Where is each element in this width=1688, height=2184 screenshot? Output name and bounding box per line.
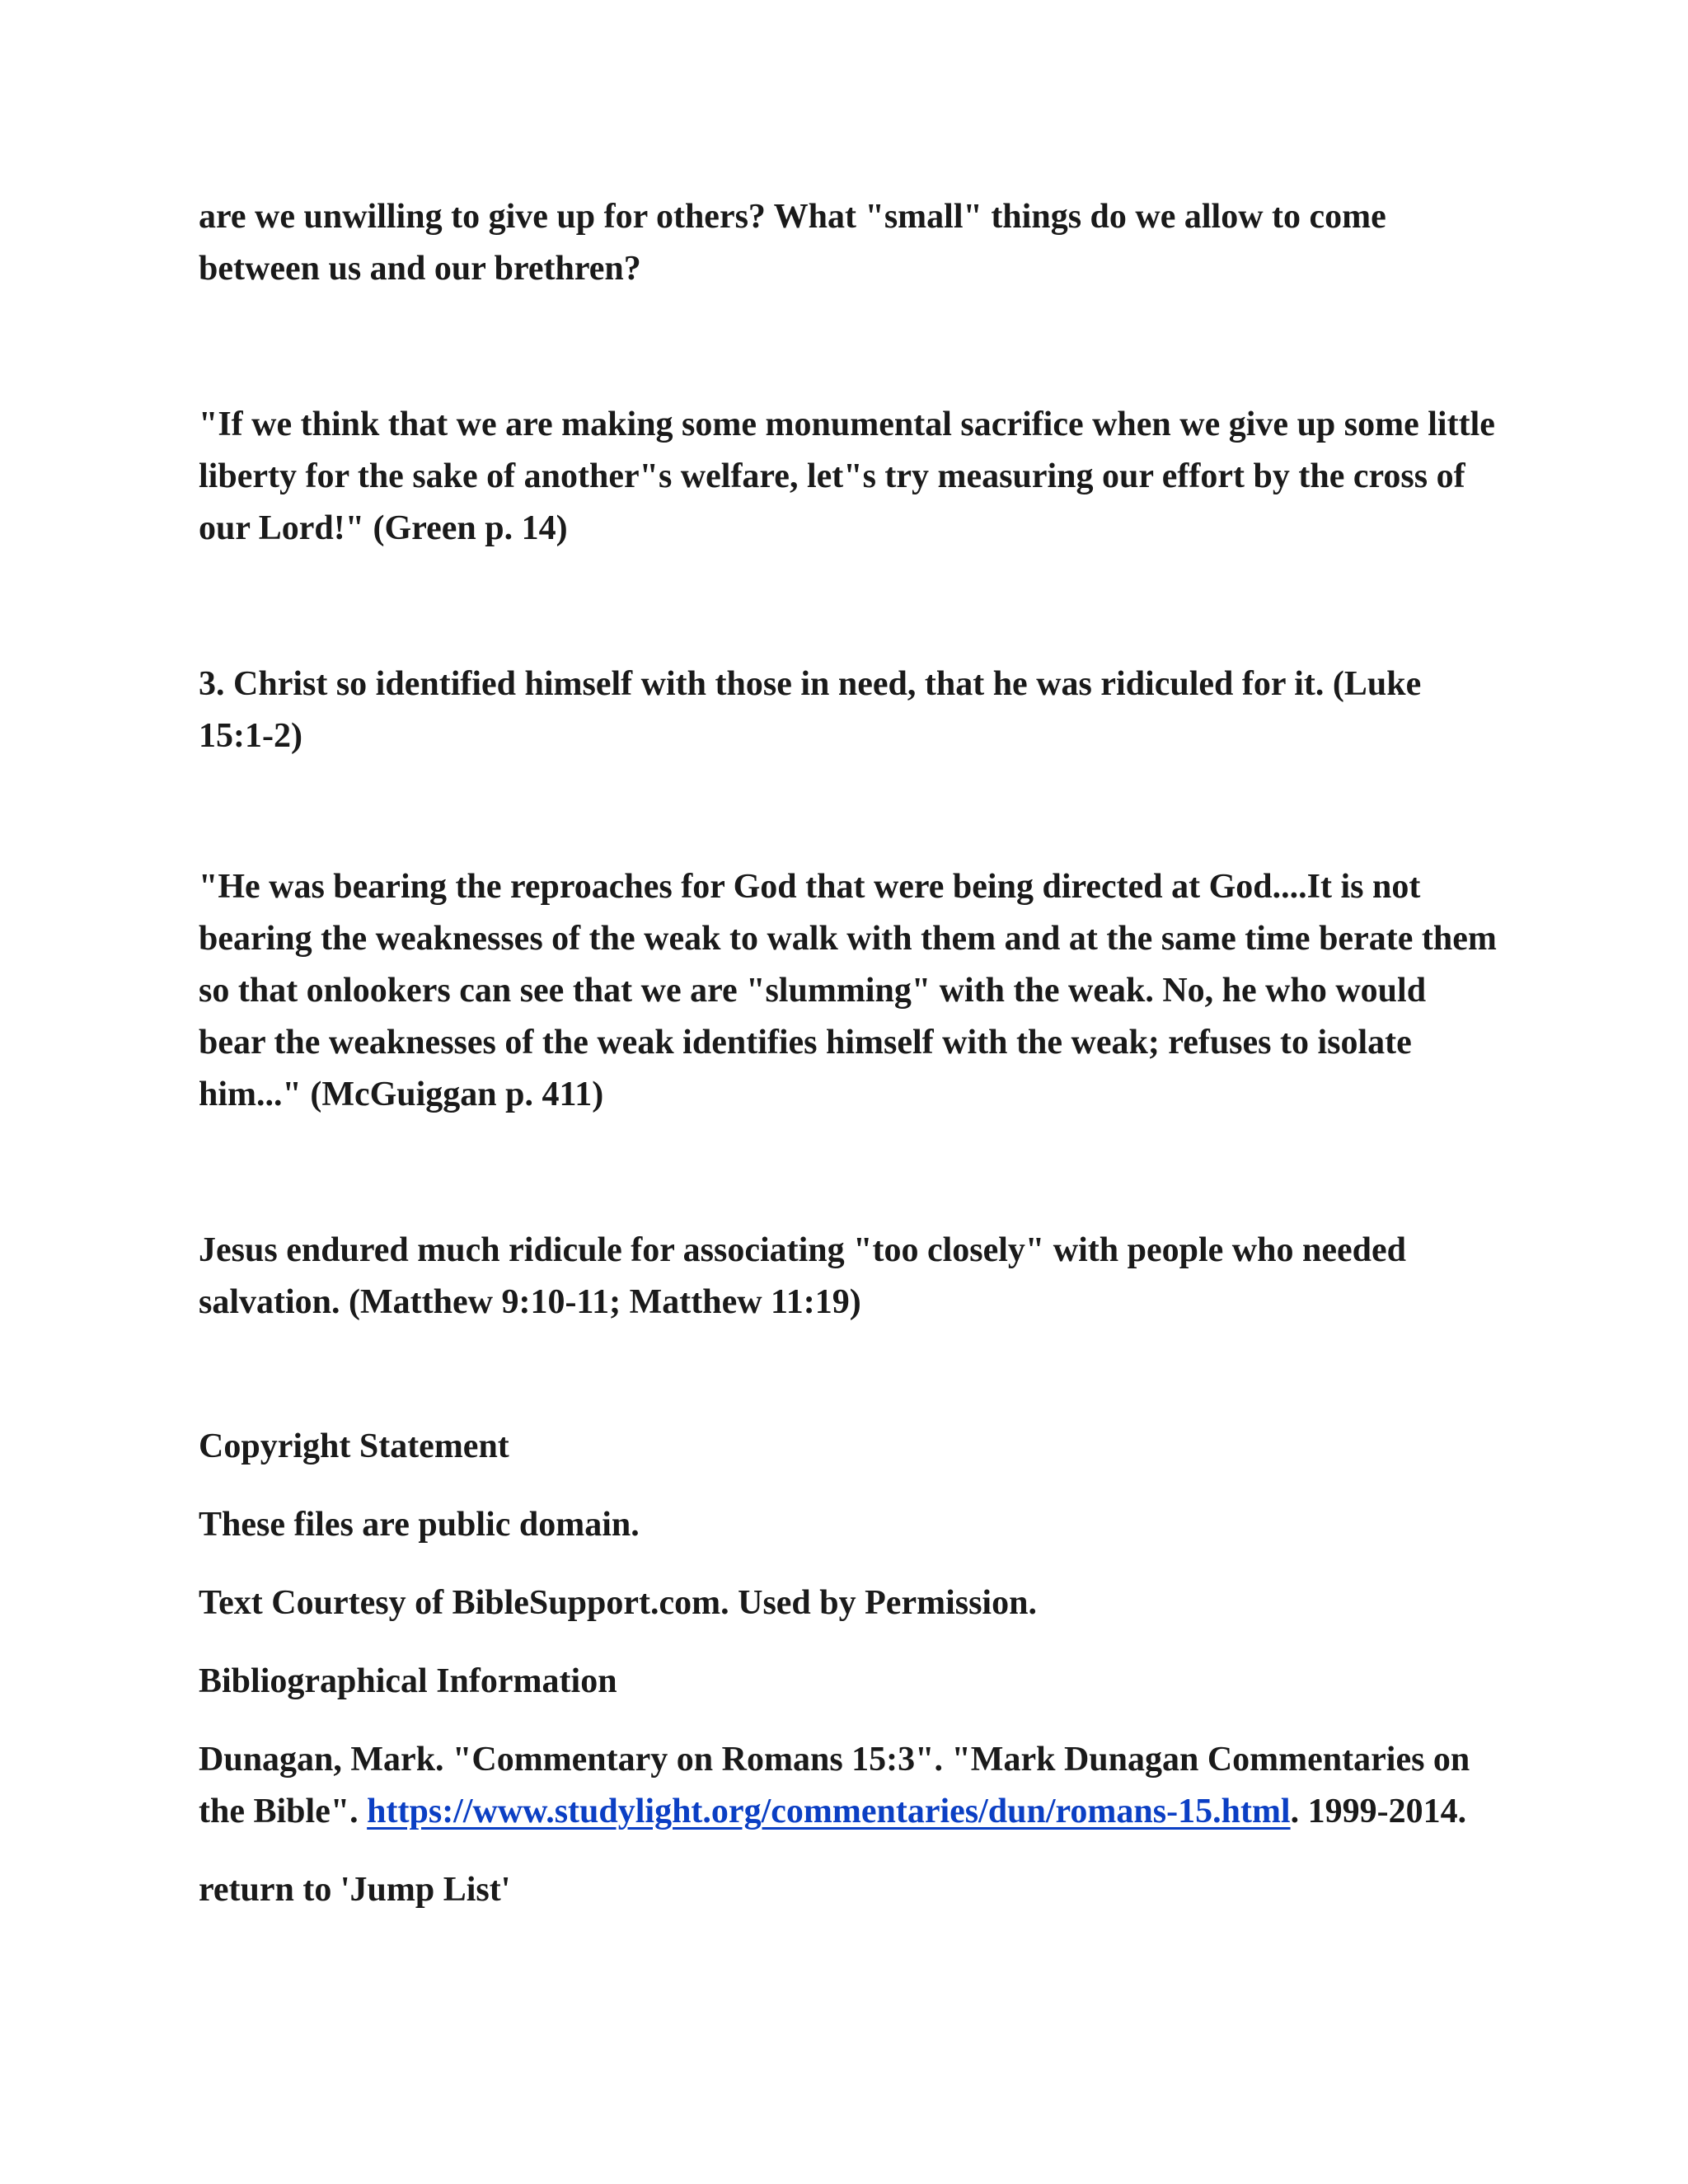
bibliographical-heading: Bibliographical Information xyxy=(199,1662,617,1700)
paragraph-mcguiggan-quote: "He was bearing the reproaches for God that were being directed at God....It is not bearing the weaknesses of the weak to walk with them and at the same time berate them so that onlookers can see that we are "slumming" with the weak. No, he who would bear the weaknesses of the weak identifies himself with the weak; refuses to isolate him..." (McGuiggan p. 411) xyxy=(199,868,1497,1113)
courtesy-note: Text Courtesy of BibleSupport.com. Used by Permission. xyxy=(199,1584,1037,1622)
citation xyxy=(199,1734,1501,1838)
paragraph-point-3: 3. Christ so identified himself with those in need, that he was ridiculed for it. (Luke 15:1-2) xyxy=(199,665,1422,755)
citation-link[interactable]: https://www.studylight.org/commentaries/dun/romans-15.html xyxy=(367,1793,1291,1830)
citation-suffix: . 1999-2014. xyxy=(1290,1793,1467,1830)
public-domain-note: These files are public domain. xyxy=(199,1506,640,1544)
paragraph-green-quote: "If we think that we are making some monumental sacrifice when we give up some little liberty for the sake of another"s welfare, let"s try measuring our effort by the cross of our Lord!" (Green p. 14) xyxy=(199,405,1495,547)
paragraph-jesus-ridicule: Jesus endured much ridicule for associating "too closely" with people who needed salvation. (Matthew 9:10-11; Matthew 11:19) xyxy=(199,1231,1406,1321)
paragraph-continuation: are we unwilling to give up for others? What "small" things do we allow to come between us and our brethren? xyxy=(199,198,1386,288)
page-content xyxy=(199,191,1501,1943)
return-to-jump-list[interactable]: return to 'Jump List' xyxy=(199,1871,511,1909)
copyright-heading: Copyright Statement xyxy=(199,1427,509,1465)
citation-text: Dunagan, Mark. "Commentary on Romans 15:3". "Mark Dunagan Commentaries on the Bible". xyxy=(199,1741,1470,1830)
